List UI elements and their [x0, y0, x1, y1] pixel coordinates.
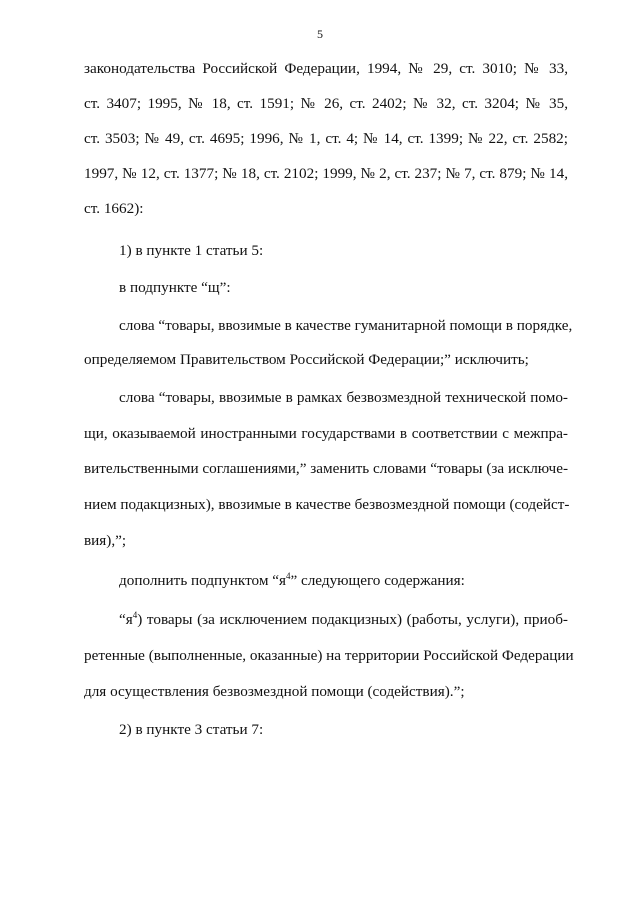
text-line: для осуществления безвозмездной помощи (содействия).”; [84, 683, 465, 700]
text-line: щи, оказываемой иностранными государствами в соответствии с межпра- [84, 425, 568, 442]
page-number: 5 [317, 27, 323, 41]
text-line: ст. 1662): [84, 200, 144, 217]
text-line: слова “товары, ввозимые в рамках безвозмездной технической помо- [119, 389, 568, 406]
text-line: ретенные (выполненные, оказанные) на территории Российской Федерации [84, 647, 574, 664]
text-line: ст. 3407; 1995, № 18, ст. 1591; № 26, ст. 2402; № 32, ст. 3204; № 35, [84, 95, 568, 112]
text-line: вительственными соглашениями,” заменить словами “товары (за исключе- [84, 460, 568, 477]
list-item: 2) в пункте 3 статьи 7: [119, 721, 264, 738]
text-line: определяемом Правительством Российской Федерации;” исключить; [84, 351, 529, 368]
text-line [119, 611, 568, 629]
text-line: в подпункте “щ”: [119, 279, 231, 296]
text-line: вия),”; [84, 532, 127, 549]
superscript: 4 [285, 570, 291, 581]
text-fragment: “я [119, 611, 133, 628]
text-line: ст. 3503; № 49, ст. 4695; 1996, № 1, ст. 4; № 14, ст. 1399; № 22, ст. 2582; [84, 130, 568, 147]
superscript: 4 [132, 609, 138, 620]
text-fragment: дополнить подпунктом “я [119, 572, 286, 589]
text-fragment: ) товары (за исключением подакцизных) (работы, услуги), приоб- [137, 611, 568, 628]
list-item: 1) в пункте 1 статьи 5: [119, 242, 264, 259]
text-line: слова “товары, ввозимые в качестве гуманитарной помощи в порядке, [119, 317, 573, 334]
text-fragment: ” следующего содержания: [290, 572, 465, 589]
text-line: 1997, № 12, ст. 1377; № 18, ст. 2102; 1999, № 2, ст. 237; № 7, ст. 879; № 14, [84, 165, 568, 182]
text-line: нием подакцизных), ввозимые в качестве безвозмездной помощи (содейст- [84, 496, 570, 513]
text-line [119, 572, 465, 590]
text-line: законодательства Российской Федерации, 1994, № 29, ст. 3010; № 33, [84, 60, 568, 77]
